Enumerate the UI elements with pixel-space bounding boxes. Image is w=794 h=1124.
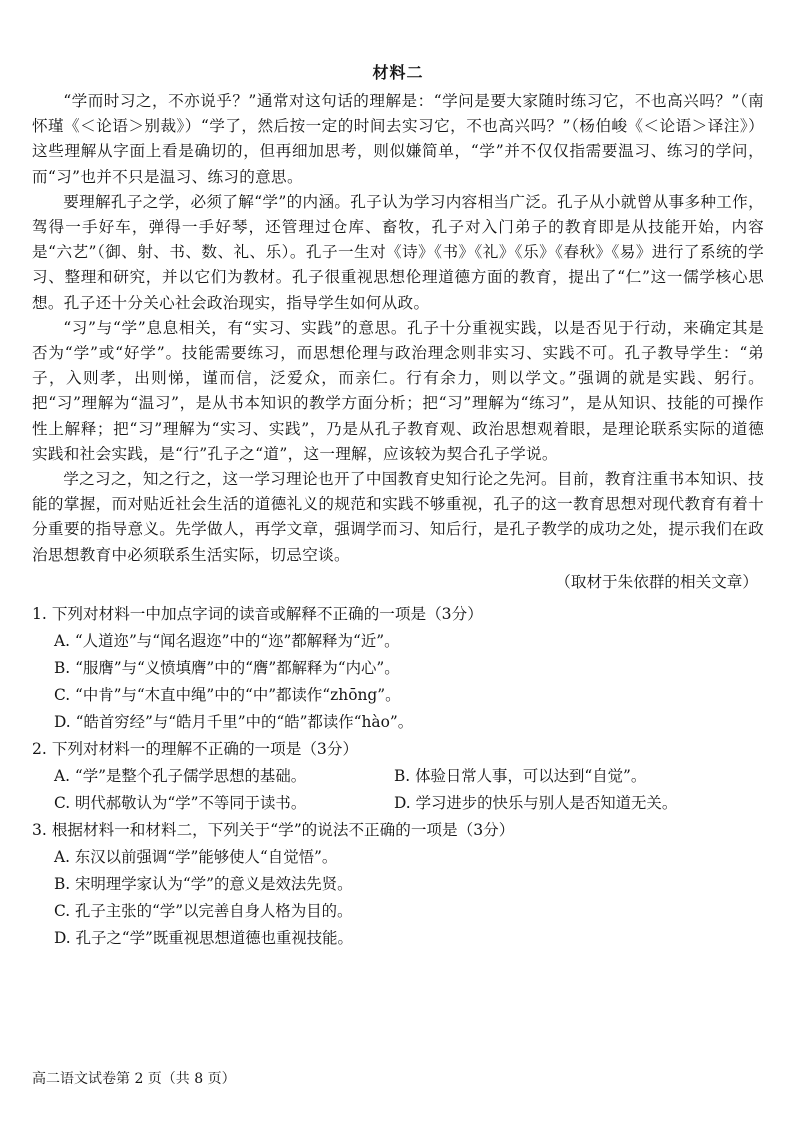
option-a: A. 东汉以前强调“学”能够使人“自觉悟”。 [54,848,338,867]
question-1 [32,601,764,736]
question-stem: 2. 下列对材料一的理解不正确的一项是（3分） [32,740,359,759]
option-c: C. 孔子主张的“学”以完善自身人格为目的。 [54,902,353,921]
option-c: C. 明代郝敬认为“学”不等同于读书。 [54,794,307,813]
option-grid [32,763,764,817]
question-3 [32,817,764,952]
option-b: B. 体验日常人事，可以达到“自觉”。 [394,767,647,786]
option-d: D. 孔子之“学”既重视思想道德也重视技能。 [54,929,353,948]
option-d: D. “皓首穷经”与“皓月千里”中的“皓”都读作“hào”。 [54,713,414,732]
option-d: D. 学习进步的快乐与别人是否知道无关。 [394,794,678,813]
question-stem: 3. 根据材料一和材料二，下列关于“学”的说法不正确的一项是（3分） [32,821,515,840]
paragraph-1: “学而时习之，不亦说乎？”通常对这句话的理解是：“学问是要大家随时练习它，不也高兴吗？”（南怀瑾《＜论语＞别裁》）“学了，然后按一定的时间去实习它，不也高兴吗？”（杨伯峻《＜论语＞译注》）这些理解从字面上看是确切的，但再细加思考，则似嫌简单，“学”并不仅仅指需要温习、练习的学问，而“习”也并不只是温习、练习的意思。 [32,92,764,186]
source-note: （取材于朱依群的相关文章） [555,572,758,591]
paragraph-3: “习”与“学”息息相关，有“实习、实践”的意思。孔子十分重视实践，以是否见于行动，来确定其是否为“学”或“好学”。技能需要练习，而思想伦理与政治理念则非实习、实践不可。孔子教导学生：“弟子，入则孝，出则悌，谨而信，泛爱众，而亲仁。行有余力，则以学文。”强调的就是实践、躬行。把“习”理解为“温习”，是从书本知识的教学方面分析；把“习”理解为“练习”，是从知识、技能的可操作性上解释；把“习”理解为“实习、实践”，乃是从孔子教育观、政治思想观着眼，是理论联系实际的道德实践和社会实践，是“行”孔子之“道”，这一理解，应该较为契合孔子学说。 [32,318,764,463]
option-c: C. “中肯”与“木直中绳”中的“中”都读作“zhōng”。 [54,686,401,705]
option-a: A. “学”是整个孔子儒学思想的基础。 [54,767,307,786]
question-stem: 1. 下列对材料一中加点字词的读音或解释不正确的一项是（3分） [32,605,483,624]
paragraph-2: 要理解孔子之学，必须了解“学”的内涵。孔子认为学习内容相当广泛。孔子从小就曾从事多种工作，驾得一手好车，弹得一手好琴，还管理过仓库、畜牧，孔子对入门弟子的教育即是从技能开始，内容是“六艺”（御、射、书、数、礼、乐）。孔子一生对《诗》《书》《礼》《乐》《春秋》《易》进行了系统的学习、整理和研究，并以它们为教材。孔子很重视思想伦理道德方面的教育，提出了“仁”这一儒学核心思想。孔子还十分关心社会政治现实，指导学生如何从政。 [32,192,764,312]
paragraph-4: 学之习之，知之行之，这一学习理论也开了中国教育史知行论之先河。目前，教育注重书本知识、技能的掌握，而对贴近社会生活的道德礼义的规范和实践不够重视，孔子的这一教育思想对现代教育有着十分重要的指导意义。先学做人，再学文章，强调学而习、知后行，是孔子教学的成功之处，提示我们在政治思想教育中必须联系生活实际，切忌空谈。 [32,470,764,564]
option-b: B. “服膺”与“义愤填膺”中的“膺”都解释为“内心”。 [54,659,400,678]
question-2 [32,736,764,817]
option-a: A. “人道迩”与“闻名遐迩”中的“迩”都解释为“近”。 [54,632,400,651]
option-b: B. 宋明理学家认为“学”的意义是效法先贤。 [54,875,353,894]
section-title: 材料二 [372,63,424,82]
page-footer: 高二语文试卷第 2 页（共 8 页） [32,1071,236,1087]
